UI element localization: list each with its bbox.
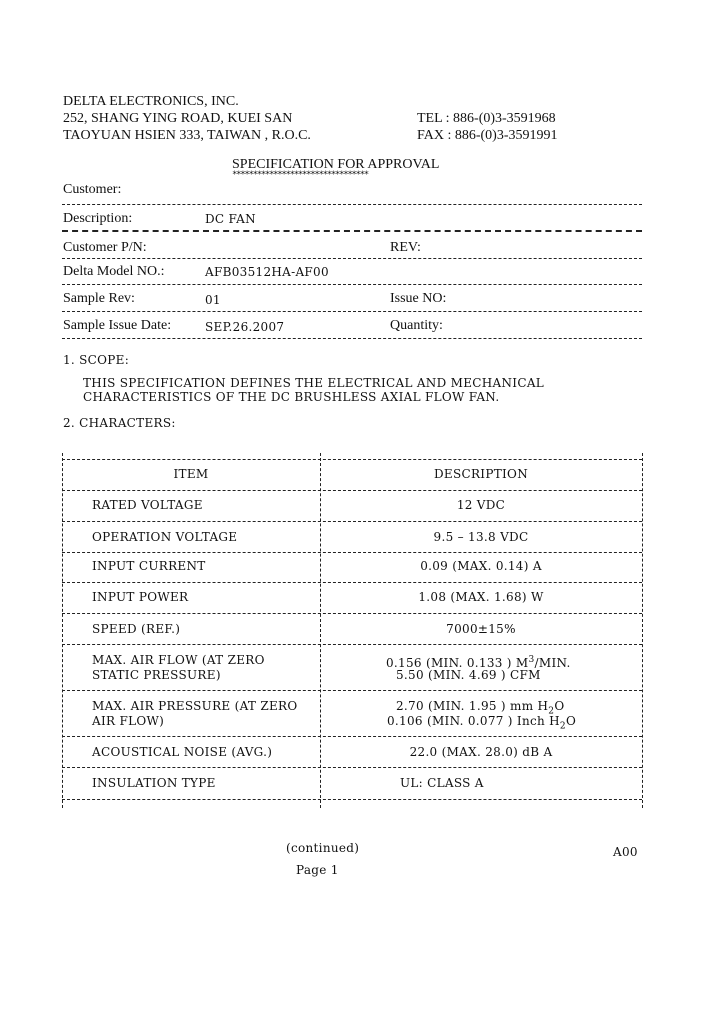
row-desc: 1.08 (MAX. 1.68) W: [418, 590, 544, 604]
row-desc: 7000±15%: [446, 622, 516, 636]
title-underline: *********************************: [232, 170, 368, 180]
divider: [62, 258, 642, 259]
row-item: OPERATION VOLTAGE: [92, 530, 238, 544]
airflow-m3: 0.156 (MIN. 0.133 ) M: [386, 656, 529, 670]
company-tel: TEL : 886-(0)3-3591968: [417, 111, 556, 126]
row-desc: UL: CLASS A: [400, 776, 484, 790]
divider: [62, 204, 642, 205]
row-desc: 0.09 (MAX. 0.14) A: [420, 559, 542, 573]
sample-date-value: SEP.26.2007: [205, 320, 285, 334]
table-rule: [62, 644, 642, 645]
quantity-label: Quantity:: [390, 318, 443, 333]
row-item-line-2: STATIC PRESSURE): [92, 668, 221, 682]
subscript: 2: [559, 721, 566, 732]
page-number: Page 1: [296, 863, 339, 877]
scope-heading: 1. SCOPE:: [63, 353, 130, 367]
description-value: DC FAN: [205, 212, 256, 226]
table-rule: [62, 459, 642, 460]
divider: [62, 338, 642, 339]
sample-date-label: Sample Issue Date:: [63, 318, 172, 333]
row-item: MAX. AIR PRESSURE (AT ZERO: [92, 699, 298, 713]
continued-note: (continued): [286, 841, 360, 855]
characters-heading: 2. CHARACTERS:: [63, 416, 176, 430]
model-value: AFB03512HA-AF00: [205, 265, 329, 279]
row-item: INPUT CURRENT: [92, 559, 206, 573]
revision-code: A00: [613, 845, 638, 859]
row-desc: 22.0 (MAX. 28.0) dB A: [409, 745, 553, 759]
table-rule: [62, 736, 642, 737]
row-desc-line-2: [387, 714, 576, 734]
row-item: RATED VOLTAGE: [92, 498, 203, 512]
table-rule: [62, 552, 642, 553]
unit: O: [554, 699, 565, 713]
row-item: INPUT POWER: [92, 590, 189, 604]
unit: /MIN.: [534, 656, 571, 670]
superscript: 3: [528, 655, 535, 665]
row-desc: 9.5 – 13.8 VDC: [433, 530, 529, 544]
row-item: INSULATION TYPE: [92, 776, 216, 790]
divider: [62, 284, 642, 285]
company-address-1: 252, SHANG YING ROAD, KUEI SAN: [63, 111, 293, 126]
table-rule: [62, 521, 642, 522]
table-rule: [62, 690, 642, 691]
issue-no-label: Issue NO:: [390, 291, 447, 306]
customer-pn-label: Customer P/N:: [63, 240, 147, 255]
row-desc-line-2: 5.50 (MIN. 4.69 ) CFM: [396, 668, 541, 682]
sample-rev-value: 01: [205, 293, 221, 307]
divider: [62, 230, 642, 232]
company-address-2: TAOYUAN HSIEN 333, TAIWAN , R.O.C.: [63, 128, 311, 143]
scope-line-2: CHARACTERISTICS OF THE DC BRUSHLESS AXIAL FLOW FAN.: [83, 390, 500, 404]
sample-rev-label: Sample Rev:: [63, 291, 135, 306]
row-item: MAX. AIR FLOW (AT ZERO: [92, 653, 265, 667]
company-name: DELTA ELECTRONICS, INC.: [63, 94, 239, 109]
table-rule: [62, 767, 642, 768]
subscript: 2: [548, 706, 555, 717]
description-label: Description:: [63, 211, 133, 226]
header-item: ITEM: [173, 467, 209, 481]
unit: O: [565, 714, 577, 728]
pressure-mm: 2.70 (MIN. 1.95 ) mm H: [396, 699, 549, 713]
table-rule: [62, 582, 642, 583]
table-rule: [62, 490, 642, 491]
row-item-line-2: AIR FLOW): [92, 714, 165, 728]
model-label: Delta Model NO.:: [63, 264, 165, 279]
rev-label: REV:: [390, 240, 421, 255]
table-rule: [62, 613, 642, 614]
divider: [62, 311, 642, 312]
row-item: ACOUSTICAL NOISE (AVG.): [92, 745, 273, 759]
table-border: [642, 453, 643, 808]
company-fax: FAX : 886-(0)3-3591991: [417, 128, 558, 143]
row-desc: 12 VDC: [456, 498, 506, 512]
header-description: DESCRIPTION: [433, 467, 528, 481]
pressure-inch: 0.106 (MIN. 0.077 ) Inch H: [387, 714, 560, 728]
page-title: SPECIFICATION FOR APPROVAL: [232, 157, 440, 172]
table-border: [62, 453, 63, 808]
scope-line-1: THIS SPECIFICATION DEFINES THE ELECTRICAL AND MECHANICAL: [83, 376, 545, 390]
table-rule: [62, 799, 642, 800]
customer-label: Customer:: [63, 182, 122, 197]
row-item: SPEED (REF.): [92, 622, 181, 636]
